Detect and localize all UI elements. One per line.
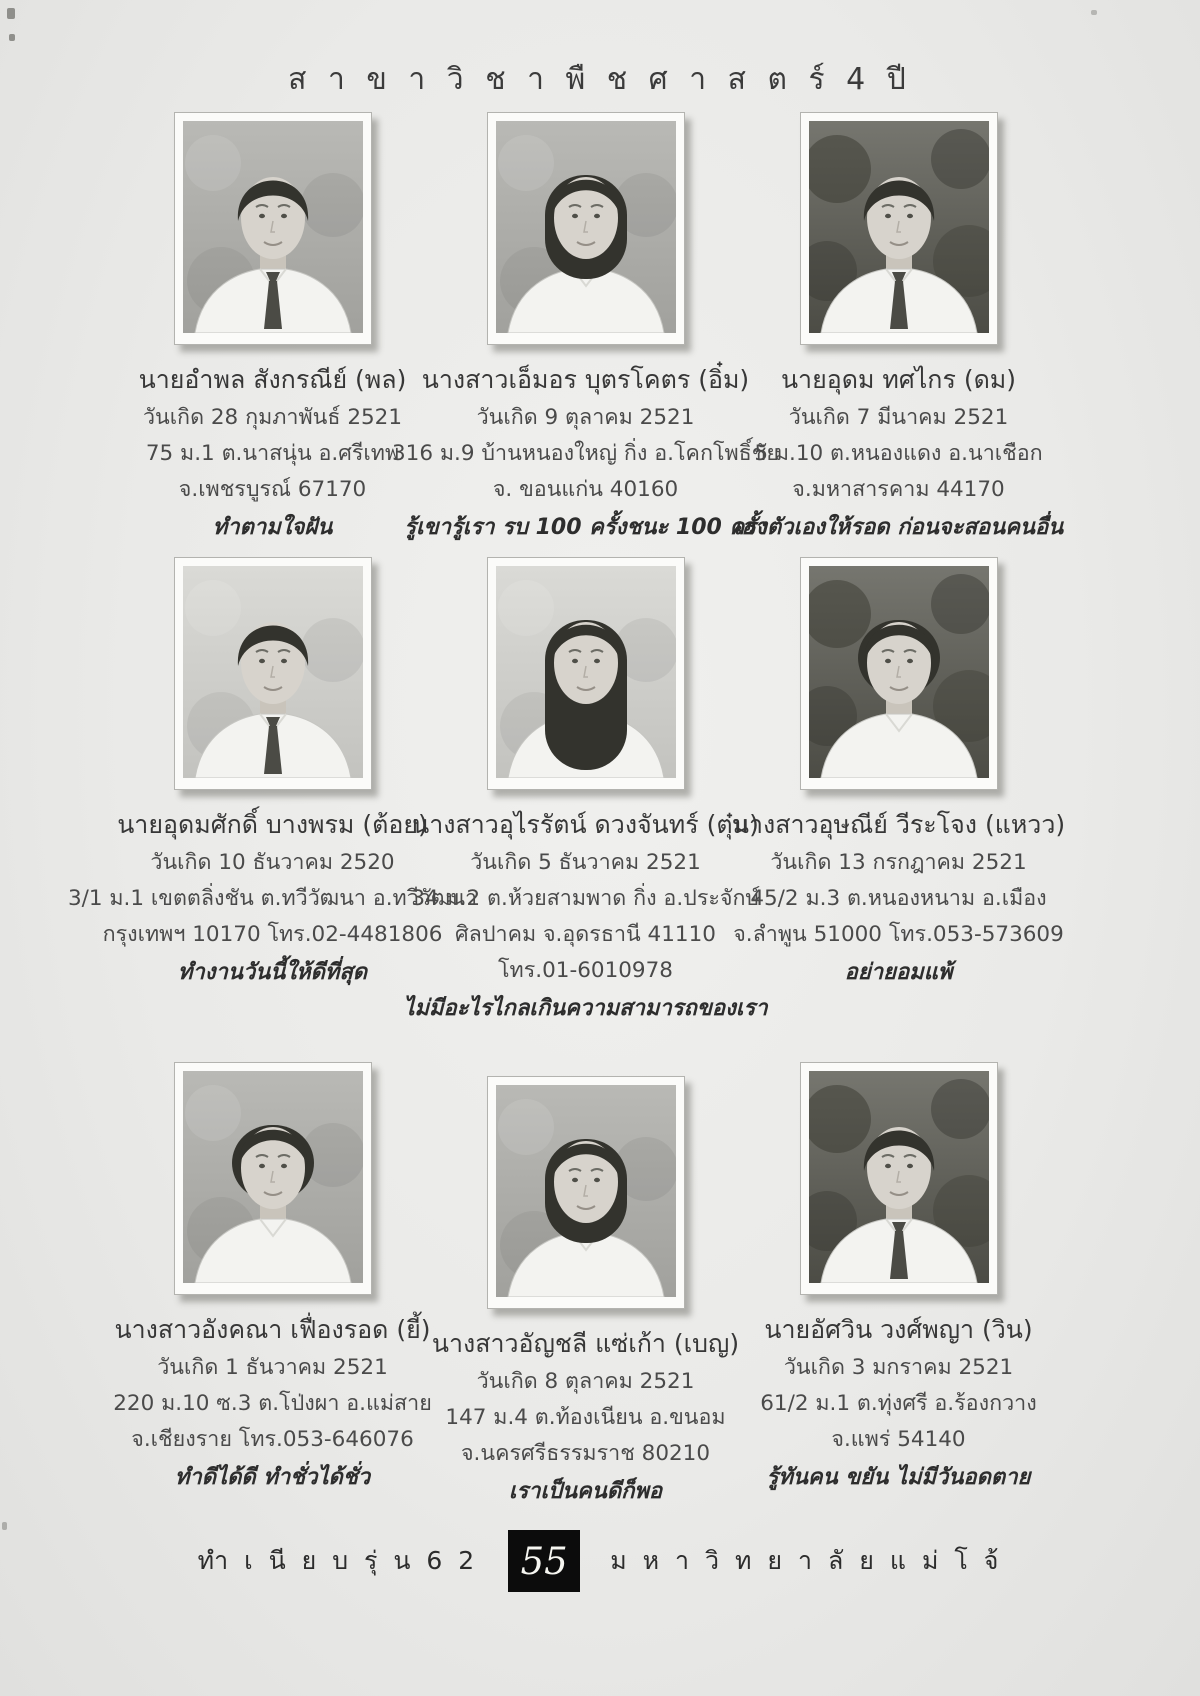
address-line: 220 ม.10 ซ.3 ต.โป่งผา อ.แม่สาย	[113, 1391, 432, 1416]
footer-right-text: ม ห า วิ ท ย า ลั ย แ ม่ โ จ้	[610, 1546, 1003, 1575]
student-name: นางสาวอัญชลี แซ่เก้า (เบญ)	[431, 1329, 740, 1358]
address-line: 45/2 ม.3 ต.หนองหนาม อ.เมือง	[750, 886, 1047, 911]
address-line: จ.แพร่ 54140	[831, 1427, 966, 1452]
student-name: นายอุดมศักดิ์ บางพรม (ต้อย)	[117, 810, 428, 839]
birth-line: วันเกิด 7 มีนาคม 2521	[788, 405, 1009, 430]
student-motto: ทำงานวันนี้ให้ดีที่สุด	[177, 960, 368, 985]
phone-line: โทร.01-6010978	[498, 958, 673, 983]
portrait-image	[496, 1085, 676, 1297]
student-photo	[174, 557, 372, 790]
scan-speck	[1091, 10, 1097, 15]
portrait-image	[183, 121, 363, 333]
student-photo	[487, 1076, 685, 1309]
student-motto: รู้เขารู้เรา รบ 100 ครั้งชนะ 100 ครั้ง	[404, 515, 767, 540]
birth-line: วันเกิด 13 กรกฎาคม 2521	[770, 850, 1027, 875]
address-line: จ.นครศรีธรรมราช 80210	[460, 1441, 711, 1466]
birth-line: วันเกิด 9 ตุลาคม 2521	[476, 405, 695, 430]
address-line: 34 ม.2 ต.ห้วยสามพาด กิ่ง อ.ประจักษ์	[411, 886, 760, 911]
birth-line: วันเกิด 8 ตุลาคม 2521	[476, 1369, 695, 1394]
page-number: 55	[520, 1539, 568, 1583]
student-card	[113, 1062, 432, 1511]
student-name: นางสาวอุษณีย์ วีระโจง (แหวว)	[731, 810, 1066, 839]
portrait-image	[183, 1071, 363, 1283]
page-title: ส า ข า วิ ช า พื ช ศ า ส ต ร์ 4 ปี	[288, 62, 912, 97]
address-line: 75 ม.1 ต.นาสนุ่น อ.ศรีเทพ	[145, 441, 400, 466]
student-photo	[487, 112, 685, 345]
student-photo	[800, 112, 998, 345]
student-motto: เอาตัวเองให้รอด ก่อนจะสอนคนอื่น	[733, 515, 1064, 540]
address-line: 316 ม.9 บ้านหนองใหญ่ กิ่ง อ.โคกโพธิ์ชัย	[392, 441, 779, 466]
student-photo	[174, 112, 372, 345]
student-name: นายอำพล สังกรณีย์ (พล)	[138, 365, 407, 394]
student-motto: อย่ายอมแพ้	[844, 960, 953, 985]
address-line: 147 ม.4 ต.ท้องเนียน อ.ขนอม	[445, 1405, 726, 1430]
student-card	[116, 112, 429, 557]
student-motto: ทำดีได้ดี ทำชั่วได้ชั่ว	[174, 1465, 371, 1490]
page-number-badge	[508, 1530, 580, 1592]
student-name: นางสาวเอ็มอร บุตรโคตร (อิ๋ม)	[421, 365, 750, 394]
scan-speck	[9, 34, 15, 41]
student-card	[742, 1062, 1055, 1511]
student-card	[403, 557, 768, 1062]
birth-line: วันเกิด 1 ธันวาคม 2521	[157, 1355, 388, 1380]
student-name: นายอุดม ทศไกร (ดม)	[780, 365, 1017, 394]
portrait-image	[183, 566, 363, 778]
address-line: จ.เชียงราย โทร.053-646076	[131, 1427, 414, 1452]
student-card	[392, 112, 779, 557]
student-motto: ทำตามใจฝัน	[212, 515, 333, 540]
student-photo	[800, 1062, 998, 1295]
address-line: จ.เพชรบูรณ์ 67170	[178, 477, 367, 502]
student-motto: ไม่มีอะไรไกลเกินความสามารถของเรา	[403, 996, 768, 1021]
student-card	[429, 1076, 742, 1511]
student-grid	[67, 112, 1066, 1511]
portrait-image	[809, 566, 989, 778]
scan-speck	[7, 8, 15, 19]
student-card	[733, 112, 1064, 557]
address-line: 3/1 ม.1 เขตตลิ่งชัน ต.ทวีวัฒนา อ.ทวีวัฒนา	[67, 886, 478, 911]
address-line: ศิลปาคม จ.อุดรธานี 41110	[455, 922, 716, 947]
birth-line: วันเกิด 5 ธันวาคม 2521	[470, 850, 701, 875]
birth-line: วันเกิด 10 ธันวาคม 2520	[150, 850, 395, 875]
portrait-image	[496, 566, 676, 778]
student-photo	[174, 1062, 372, 1295]
birth-line: วันเกิด 3 มกราคม 2521	[783, 1355, 1014, 1380]
address-line: 61/2 ม.1 ต.ทุ่งศรี อ.ร้องกวาง	[760, 1391, 1037, 1416]
student-name: นางสาวอังคณา เฟื่องรอด (ยี้)	[114, 1315, 431, 1344]
student-motto: รู้ทันคน ขยัน ไม่มีวันอดตาย	[766, 1465, 1031, 1490]
address-line: กรุงเทพฯ 10170 โทร.02-4481806	[102, 922, 443, 947]
student-name: นางสาวอุไรรัตน์ ดวงจันทร์ (ตุ๋ม)	[412, 810, 759, 839]
student-card	[731, 557, 1066, 1062]
student-name: นายอัศวิน วงศ์พญา (วิน)	[764, 1315, 1033, 1344]
portrait-image	[809, 1071, 989, 1283]
address-line: จ.มหาสารคาม 44170	[792, 477, 1005, 502]
page-footer	[0, 1530, 1200, 1592]
address-line: จ.ลำพูน 51000 โทร.053-573609	[733, 922, 1064, 947]
footer-left-text: ทำ เ นี ย บ รุ่ น 6 2	[197, 1546, 479, 1575]
address-line: 5 ม.10 ต.หนองแดง อ.นาเชือก	[754, 441, 1043, 466]
student-photo	[800, 557, 998, 790]
birth-line: วันเกิด 28 กุมภาพันธ์ 2521	[142, 405, 403, 430]
student-card	[67, 557, 478, 1062]
address-line: จ. ขอนแก่น 40160	[492, 477, 679, 502]
scan-speck	[2, 1522, 7, 1530]
portrait-image	[496, 121, 676, 333]
student-motto: เราเป็นคนดีก็พอ	[508, 1479, 663, 1504]
student-photo	[487, 557, 685, 790]
portrait-image	[809, 121, 989, 333]
